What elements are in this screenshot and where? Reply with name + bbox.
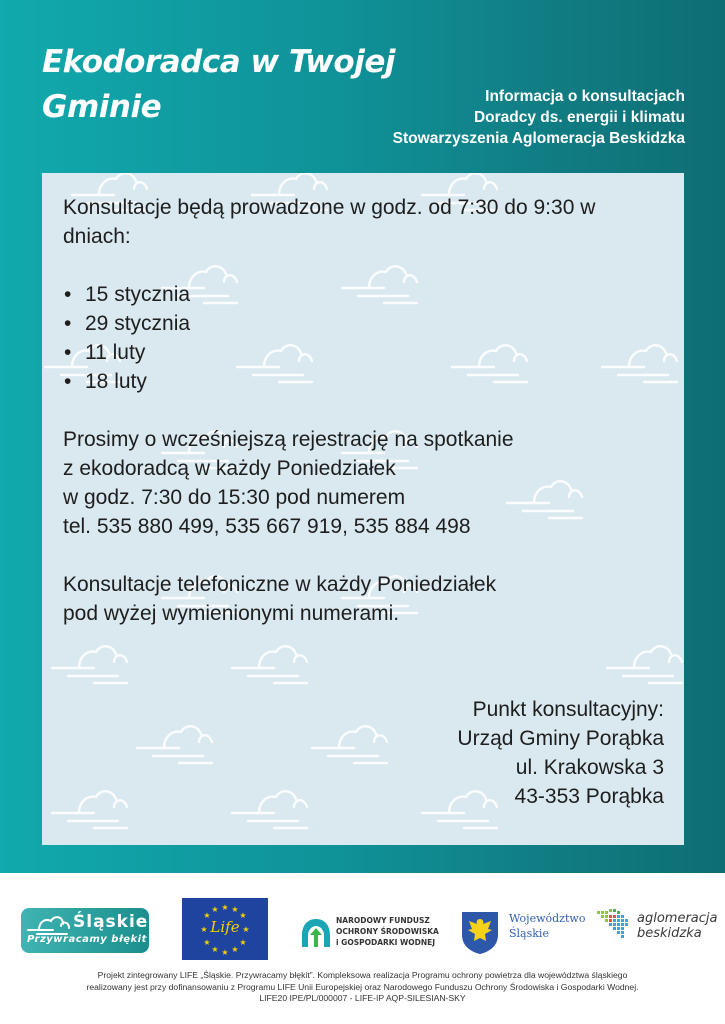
- registration-line: z ekodoradcą w każdy Poniedziałek: [63, 457, 396, 480]
- eu-life-logo: [182, 898, 268, 960]
- address-heading: Punkt konsultacyjny:: [472, 698, 664, 721]
- wojewodztwo-text: [509, 911, 585, 941]
- cloud-icon: [27, 914, 71, 936]
- svg-text:★: ★: [211, 905, 219, 914]
- date-item: • 15 stycznia: [63, 280, 664, 309]
- phone-line: pod wyżej wymienionymi numerami.: [63, 602, 400, 625]
- date-item: • 11 luty: [63, 338, 664, 367]
- address-line: ul. Krakowska 3: [515, 756, 664, 779]
- slaskie-name: Śląskie: [73, 912, 149, 932]
- title-line-1: Ekodoradca w Twojej: [42, 44, 395, 80]
- address-line: Urząd Gminy Porąbka: [457, 727, 664, 750]
- svg-text:★: ★: [242, 925, 250, 934]
- intro-line-1: Konsultacje będą prowadzone w godz. od 7:30 do 9:30 w: [63, 196, 596, 219]
- svg-text:★: ★: [211, 945, 219, 954]
- svg-text:★: ★: [239, 911, 247, 920]
- phone-line: Konsultacje telefoniczne w każdy Poniedziałek: [63, 573, 497, 596]
- funding-footer: [0, 970, 725, 1005]
- slaskie-logo: [21, 908, 149, 953]
- phone-consultation-text: [63, 570, 664, 628]
- life-wordmark: Life: [210, 918, 240, 936]
- svg-text:★: ★: [231, 945, 239, 954]
- logos-bar: [0, 893, 725, 963]
- registration-line: w godz. 7:30 do 15:30 pod numerem: [63, 486, 406, 509]
- subtitle-line: Doradcy ds. energii i klimatu: [473, 109, 685, 126]
- svg-text:★: ★: [203, 911, 211, 920]
- date-item: • 18 luty: [63, 367, 664, 396]
- svg-text:★: ★: [239, 938, 247, 947]
- subtitle-line: Informacja o konsultacjach: [485, 88, 685, 105]
- nfosigw-line: NARODOWY FUNDUSZ: [336, 916, 430, 925]
- wojewodztwo-slaskie-logo: [461, 911, 586, 956]
- eagle-coat-of-arms-icon: [461, 911, 499, 955]
- wojewodztwo-line: Śląskie: [509, 927, 549, 940]
- svg-text:★: ★: [221, 903, 229, 912]
- svg-text:★: ★: [200, 925, 208, 934]
- nfosigw-text: [336, 915, 439, 948]
- intro-line-2: dniach:: [63, 225, 131, 248]
- nfosigw-emblem-icon: [300, 917, 332, 949]
- svg-text:★: ★: [231, 905, 239, 914]
- title-line-2: Gminie: [42, 89, 162, 125]
- aglomeracja-line: beskidzka: [637, 926, 702, 941]
- aglomeracja-line: aglomeracja: [637, 911, 718, 926]
- phone-numbers: tel. 535 880 499, 535 667 919, 535 884 498: [63, 515, 471, 538]
- page-title: [42, 40, 395, 130]
- svg-text:★: ★: [203, 938, 211, 947]
- nfosigw-logo: [300, 915, 450, 951]
- info-panel: [42, 173, 684, 845]
- wojewodztwo-line: Województwo: [509, 912, 586, 925]
- address-line: 43-353 Porąbka: [514, 785, 664, 808]
- svg-text:★: ★: [221, 948, 229, 957]
- footer-line: Projekt zintegrowany LIFE „Śląskie. Przywracamy błękit”. Kompleksowa realizacja Programu ochrony powietrza dla województwa śląskiego: [97, 970, 628, 980]
- registration-text: [63, 425, 664, 541]
- registration-line: Prosimy o wcześniejszą rejestrację na spotkanie: [63, 428, 514, 451]
- subtitle: [393, 86, 685, 149]
- aglomeracja-beskidzka-logo: [597, 909, 717, 949]
- nfosigw-line: OCHRONY ŚRODOWISKA: [336, 927, 439, 936]
- panel-content: [63, 193, 664, 628]
- dot-map-icon: [597, 909, 633, 943]
- consultation-address: [457, 695, 664, 811]
- dates-list: [63, 280, 664, 396]
- slaskie-tagline: Przywracamy błękit: [27, 934, 147, 945]
- footer-line: LIFE20 IPE/PL/000007 - LIFE-IP AQP-SILESIAN-SKY: [259, 993, 466, 1003]
- footer-line: realizowany jest przy dofinansowaniu z Programu LIFE Unii Europejskiej oraz Narodowego Funduszu Ochrony Środowiska i Gospodarki Wodnej.: [86, 981, 639, 992]
- date-item: • 29 stycznia: [63, 309, 664, 338]
- subtitle-line: Stowarzyszenia Aglomeracja Beskidzka: [392, 130, 685, 147]
- nfosigw-line: i GOSPODARKI WODNEJ: [336, 938, 436, 947]
- intro-text: [63, 193, 664, 251]
- aglomeracja-text: [637, 911, 717, 941]
